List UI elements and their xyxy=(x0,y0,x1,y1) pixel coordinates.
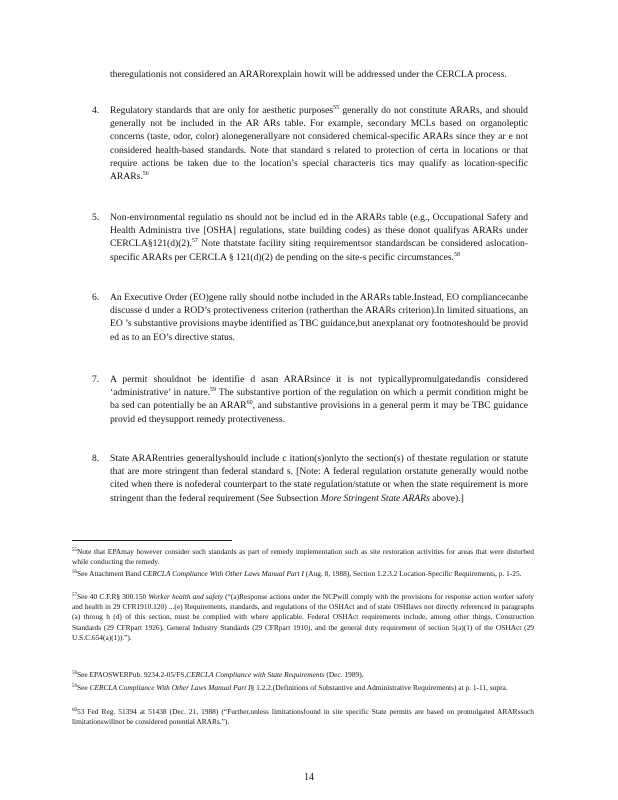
list-item-number: 8. xyxy=(92,453,100,464)
footnote-57: $^{57}$See 40 C.F.R§ 300.150 Worker health and safety (“(a)Response actions under the NCPwill comply with the provisions for response action worker safety and health in 29 CFR1910.120) ...(e) Requirements, standards, and regulations of the OSHAct and of state OSHlaws not directly referenced in paragraphs (a) throug h (d) of this section, must be complied with where applicable. Federal OSHAct requirements include, among other things, Construction Standards (29 CFRpart 1926), General Industry Standards (29 CFRpart 1910), and the general duty requirement of section 5(a)(1) of the OSHAct (29 U.S.C.654(a)(1)).”). xyxy=(72,592,534,642)
list-item-text: An Executive Order (EO)gene rally should notbe included in the ARARs table.Instead, EO compliancecanbe discusse d under a ROD’s protectiveness criterion (ratherthan the ARARs criterion).In limited situations, an EO ’s substantive provisions maybe identified as TBC guidance,but anexplanat ory footnoteshould be provid ed as to an EO’s directive status. xyxy=(110,292,528,343)
footnote-separator xyxy=(72,540,232,541)
footnote-60: $^{60}$53 Fed Reg. 51394 at 51438 (Dec. 21, 1988) (“Further,unless limitationsfound in site specific State permits are based on promulgated ARARssuch limitationswillnot be considered potential ARARs.”). xyxy=(72,707,534,727)
list-item-text: Regulatory standards that are only for aesthetic purposes$^{55}$ generally do not constitute ARARs, and should generally not be included in the AR ARs table. For example, secondary MCLs based on organoleptic concerns (taste, odor, color) alonegenerallyare not considered chemical-specific ARARs since they ar e not considered health-based standards. Note that standard s related to protection of certa in locations or that require actions be taken due to the location’s special characteris tics may qualify as location-specific ARARs.$^{56}$ xyxy=(110,105,528,183)
list-item-4 xyxy=(92,104,528,183)
footnote-59: $^{59}$See CERCLA Compliance With Other Laws Manual Part I§ 1.2.2.(Definitions of Substantive and Administrative Requirements) at p. 1-11, supra. xyxy=(72,683,508,692)
footnote-ref[interactable]: 58 xyxy=(453,251,460,258)
list-item-number: 4. xyxy=(92,105,100,116)
list-item-number: 5. xyxy=(92,212,100,223)
subsection-reference: More Stringent State ARARs xyxy=(320,492,430,504)
footnote-55: $^{55}$Note that EPAmay however consider such standards as part of remedy implementation such as site restoration activities for areas that were disturbed while conducting the remedy. xyxy=(72,547,534,567)
list-item-6 xyxy=(92,291,528,344)
footnote-56: $^{56}$See Attachment Band CERCLA Compliance With Other Laws Manual Part I (Aug. 8, 1988), Section 1.2.3.2 Location-Specific Requirements, p. 1-25. xyxy=(72,569,522,578)
footnote-ref[interactable]: 60 xyxy=(246,400,253,407)
footnote-ref[interactable]: 57 xyxy=(191,238,198,245)
footnote-ref[interactable]: 55 xyxy=(333,105,340,111)
list-item-text: Non-environmental regulatio ns should not be includ ed in the ARARs table (e.g., Occupational Safety and Health Administra tive [OSHA] regulations, state building codes) as these donot qualifyas ARARs under CERCLA§121(d)(2).$^{57}$ Note thatstate facility siting requirementsor standardscan be considered aslocation-specific ARARs per CERCLA § 121(d)(2) de pending on the site-s pecific circumstances.$^{58}$ xyxy=(110,212,528,263)
list-item-text: State ARARentries generallyshould include c itation(s)onlyto the section(s) of thestate regulation or statute that are more stringent than federal standard s. [Note: A federal regulation orstatute generally would notbe cited when there is nofederal counterpart to the state regulation/statute or when the state requirement is more stringent than the federal requirement (See Subsection More Stringent State ARARs above).] xyxy=(110,453,528,504)
list-item-5 xyxy=(92,211,528,264)
page-number: 14 xyxy=(304,772,314,783)
footnote-ref[interactable]: 59 xyxy=(210,387,217,394)
list-item-text: A permit shouldnot be identifie d asan ARARsince it is not typicallypromulgatedandis considered ‘administrative’ in nature.$^{59}$ The substantive portion of the regulation on which a permit condition might be ba sed can potentially be an ARAR$^{60}$, and substantive provisions in a general perm it may be TBC guidance provid ed theysupport remedy protectiveness. xyxy=(110,374,528,425)
list-item-number: 7. xyxy=(92,374,100,385)
footnote-58: $^{58}$See EPAOSWERPub. 9234.2-05/FS,CERCLA Compliance with State Requirements (Dec. 1989). xyxy=(72,670,364,679)
continuation-paragraph: theregulationis not considered an ARARorexplain howit will be addressed under the CERCLA process. xyxy=(110,69,507,80)
list-item-7 xyxy=(92,373,528,426)
list-item-number: 6. xyxy=(92,292,100,303)
footnote-ref[interactable]: 56 xyxy=(142,171,149,178)
list-item-8 xyxy=(92,452,528,505)
